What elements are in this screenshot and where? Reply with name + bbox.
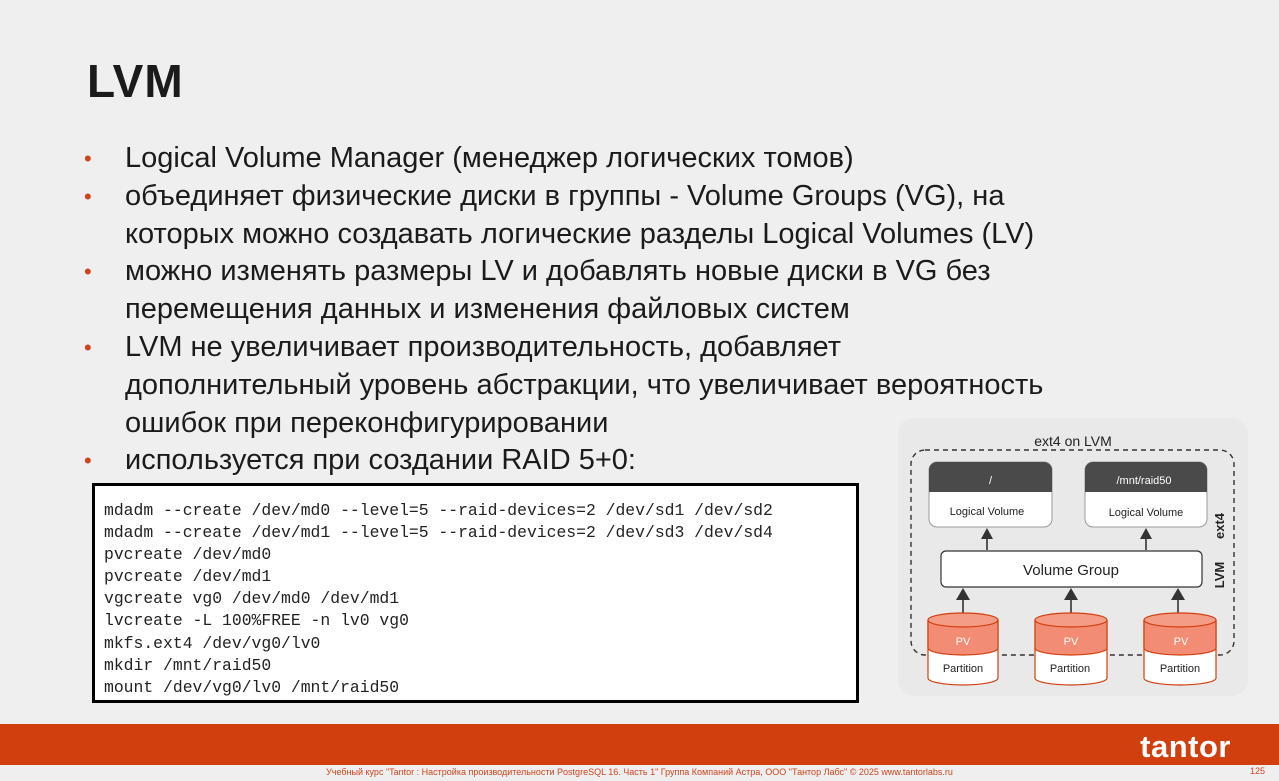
logical-volume-2 [1085, 462, 1207, 527]
pv3-partition: Partition [1159, 663, 1201, 675]
code-line: mkfs.ext4 /dev/vg0/lv0 [104, 633, 321, 653]
pv-cylinder-2 [1035, 613, 1107, 685]
logical-volume-1 [929, 462, 1052, 527]
code-line: mount /dev/vg0/lv0 /mnt/raid50 [104, 677, 400, 697]
bullet-text-line: дополнительный уровень абстракции, что увеличивает вероятность [125, 368, 1044, 401]
diagram-title: ext4 on LVM [1034, 433, 1112, 449]
lv2-mount: /mnt/raid50 [1116, 475, 1172, 487]
bullet-text-line: которых можно создавать логические разделы Logical Volumes (LV) [125, 217, 1035, 250]
bullet-dot-icon: • [84, 146, 92, 171]
bullet-text-line: ошибок при переконфигурировании [125, 406, 609, 439]
bullet-item [84, 178, 1204, 254]
lvm-diagram [898, 418, 1248, 696]
bullet-item [84, 253, 1204, 329]
vg-to-lv-arrows [981, 528, 1152, 550]
bullet-text-line: можно изменять размеры LV и добавлять новые диски в VG без [125, 255, 991, 288]
code-line: lvcreate -L 100%FREE -n lv0 vg0 [104, 611, 409, 631]
footer-text: Учебный курс "Tantor : Настройка производительности PostgreSQL 16. Часть 1" Группа Компаний Астра, ООО "Тантор Лабс" © 2025 www.tantorlabs.ru [326, 767, 953, 777]
volume-group [941, 551, 1202, 587]
code-block [92, 483, 859, 703]
bullet-dot-icon: • [84, 259, 92, 285]
bullet-text-line: Logical Volume Manager (менеджер логических томов) [125, 142, 854, 174]
lvm-diagram-svg [898, 418, 1248, 696]
code-line: pvcreate /dev/md1 [104, 567, 272, 587]
side-label-ext4: ext4 [1212, 512, 1227, 540]
volume-group-label: Volume Group [1023, 562, 1119, 579]
bullet-text-line: LVM не увеличивает производительность, добавляет [125, 330, 842, 363]
pv2-label: PV [1063, 636, 1079, 648]
page-number: 125 [1249, 766, 1265, 776]
pv1-partition: Partition [942, 663, 984, 675]
lv2-label: Logical Volume [1108, 507, 1184, 519]
bullet-text-line: используется при создании RAID 5+0: [125, 444, 636, 477]
bullet-dot-icon: • [84, 448, 92, 474]
pv2-partition: Partition [1049, 663, 1091, 675]
code-line: mkdir /mnt/raid50 [104, 655, 272, 675]
code-line: mdadm --create /dev/md0 --level=5 --raid-devices=2 /dev/sd1 /dev/sd2 [104, 501, 773, 520]
footer-bar [0, 724, 1279, 765]
pv3-label: PV [1173, 636, 1189, 648]
pv-cylinder-1 [928, 613, 998, 685]
bullet-text-line: объединяет физические диски в группы - Volume Groups (VG), на [125, 179, 1005, 212]
code-line: pvcreate /dev/md0 [104, 545, 272, 565]
bullet-text-line: перемещения данных и изменения файловых систем [125, 293, 850, 326]
bullet-dot-icon: • [84, 334, 92, 360]
side-label-lvm: LVM [1212, 561, 1227, 589]
code-line: mdadm --create /dev/md1 --level=5 --raid-devices=2 /dev/sd3 /dev/sd4 [104, 523, 773, 543]
lv1-label: Logical Volume [949, 506, 1025, 518]
slide-title: LVM [87, 55, 184, 107]
bullet-item [84, 140, 1204, 178]
tantor-logo: tantor [1140, 729, 1231, 764]
pv-cylinder-3 [1144, 613, 1216, 685]
bullet-dot-icon: • [84, 183, 92, 209]
code-line: vgcreate vg0 /dev/md0 /dev/md1 [104, 589, 400, 609]
lv1-mount: / [988, 475, 993, 487]
pv1-label: PV [955, 636, 971, 648]
